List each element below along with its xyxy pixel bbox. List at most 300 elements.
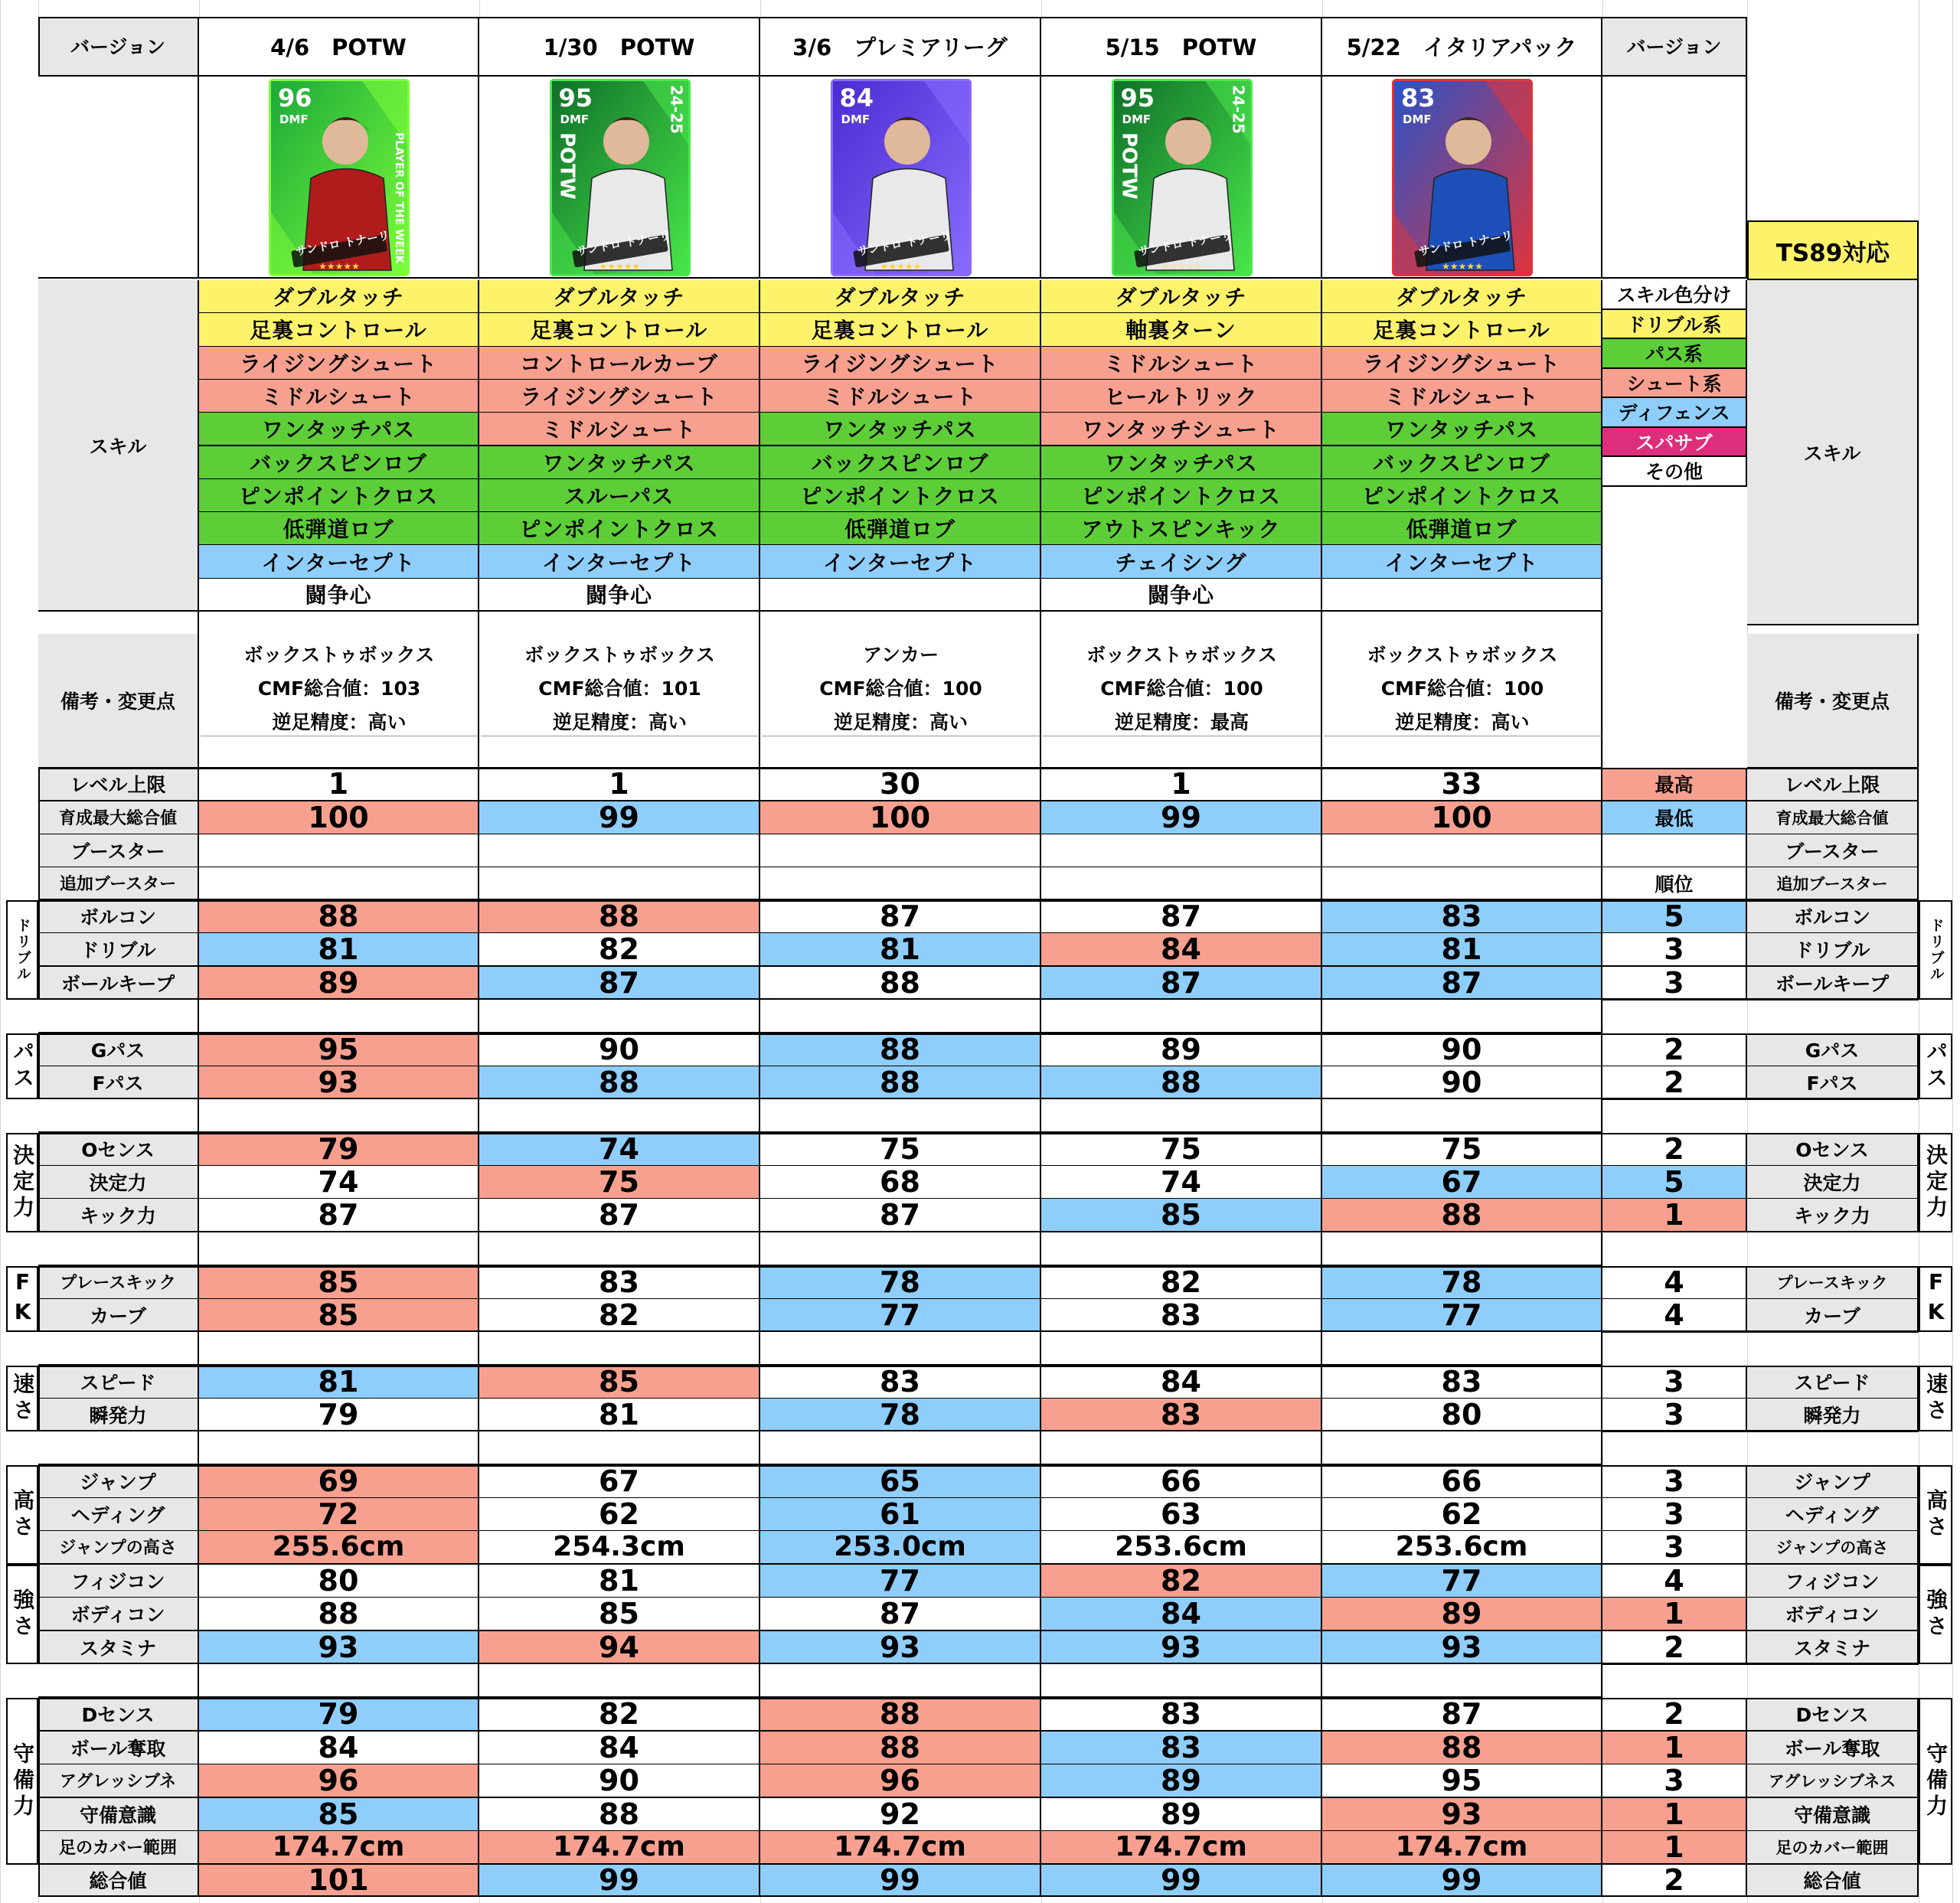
row-label-8: Gパス — [38, 1033, 199, 1067]
row-label-25: アグレッシブネ — [38, 1764, 199, 1798]
group-right-2 — [1919, 1033, 1952, 1099]
rank-10: 2 — [1602, 1133, 1747, 1167]
stat-2-5: 100 — [1322, 801, 1602, 835]
stat-22-5: 93 — [1322, 1631, 1602, 1665]
stat-17-5: 66 — [1322, 1465, 1602, 1499]
row-label-16: 瞬発力 — [38, 1399, 199, 1432]
stat-8-1: 95 — [199, 1033, 479, 1067]
skill-3-4: ミドルシュート — [760, 380, 1041, 413]
skill-legend-6: スパサブ — [1602, 428, 1747, 458]
group-label: 守備力 — [1923, 1742, 1949, 1820]
spacer-4-3 — [760, 1332, 1041, 1366]
note-2-2: CMF総合値：101 — [481, 672, 760, 703]
spacer-3-4 — [1041, 1232, 1322, 1266]
stat-9-5: 90 — [1322, 1066, 1602, 1100]
skill-4-6: ワンタッチパス — [1041, 446, 1322, 480]
stat-2-4: 99 — [1041, 801, 1322, 835]
stat-7-4: 87 — [1041, 967, 1322, 1000]
stat-27-2: 174.7cm — [479, 1831, 760, 1865]
stat-14-3: 77 — [760, 1299, 1041, 1333]
stat-6-1: 81 — [199, 933, 479, 967]
stat-25-3: 96 — [760, 1764, 1041, 1798]
stat-21-5: 89 — [1322, 1598, 1602, 1631]
row-label-15: スピード — [38, 1366, 199, 1399]
stat-11-2: 75 — [479, 1166, 760, 1200]
stat-7-3: 88 — [760, 967, 1041, 1000]
spacer-5-5 — [1322, 1431, 1602, 1465]
group-label: パス — [1923, 1040, 1949, 1092]
note-4-1: ボックストゥボックス — [1043, 638, 1322, 669]
stat-19-3: 253.0cm — [760, 1531, 1041, 1565]
card-position: DMF — [1122, 113, 1152, 126]
group-left-6 — [6, 1465, 38, 1565]
right-row-label-16: 瞬発力 — [1747, 1399, 1919, 1432]
row-label-14: カーブ — [38, 1299, 199, 1333]
stat-8-3: 88 — [760, 1033, 1041, 1067]
skill-3-2: 足裏コントロール — [760, 313, 1041, 347]
stat-28-2: 99 — [479, 1865, 760, 1897]
stat-3-4 — [1041, 834, 1322, 868]
rank-24: 1 — [1602, 1732, 1747, 1765]
stat-18-5: 62 — [1322, 1498, 1602, 1532]
skill-4-9: チェイシング — [1041, 545, 1322, 579]
stat-19-1: 255.6cm — [199, 1531, 479, 1565]
skill-3-1: ダブルタッチ — [760, 280, 1041, 314]
card-stars: ★★★★★ — [599, 261, 641, 272]
stat-8-5: 90 — [1322, 1033, 1602, 1067]
stat-4-4 — [1041, 867, 1322, 901]
stat-14-4: 83 — [1041, 1299, 1322, 1333]
rank-6: 3 — [1602, 933, 1747, 967]
stat-4-2 — [479, 867, 760, 901]
spacer-label-1 — [38, 1000, 199, 1033]
ts89-badge: TS89対応 — [1747, 220, 1919, 280]
group-left-3 — [6, 1133, 38, 1232]
rank-27: 1 — [1602, 1831, 1747, 1865]
stat-16-2: 81 — [479, 1399, 760, 1432]
stat-7-2: 87 — [479, 967, 760, 1000]
skill-5-10 — [1322, 579, 1602, 612]
stat-15-3: 83 — [760, 1366, 1041, 1399]
stat-20-1: 80 — [199, 1565, 479, 1598]
right-notes-label: 備考・変更点 — [1747, 634, 1919, 769]
rank-22: 2 — [1602, 1631, 1747, 1665]
rank-13: 4 — [1602, 1266, 1747, 1300]
row-label-7: ボールキープ — [38, 967, 199, 1000]
skill-3-10 — [760, 579, 1041, 612]
right-row-label-4: 追加ブースター — [1747, 867, 1919, 901]
player-card-4[interactable] — [1112, 79, 1253, 276]
skill-4-1: ダブルタッチ — [1041, 280, 1322, 314]
right-row-label-27: 足のカバー範囲 — [1747, 1831, 1919, 1865]
stat-24-3: 88 — [760, 1732, 1041, 1765]
row-label-13: プレースキック — [38, 1266, 199, 1300]
stat-10-1: 79 — [199, 1133, 479, 1167]
card-rating: 95 — [558, 83, 593, 113]
group-right-7 — [1919, 1565, 1952, 1664]
stat-6-4: 84 — [1041, 933, 1322, 967]
rank-5: 5 — [1602, 900, 1747, 934]
spacer-2-5 — [1322, 1099, 1602, 1133]
stat-5-2: 88 — [479, 900, 760, 934]
group-label: 強さ — [1923, 1588, 1949, 1640]
stat-2-1: 100 — [199, 801, 479, 835]
stat-3-2 — [479, 834, 760, 868]
stat-12-5: 88 — [1322, 1199, 1602, 1232]
stat-1-4: 1 — [1041, 768, 1322, 801]
spacer-6-3 — [760, 1664, 1041, 1698]
stat-7-1: 89 — [199, 967, 479, 1000]
spacer-4-1 — [199, 1332, 479, 1366]
card-player-name: サンドロ トナーリ — [294, 228, 391, 259]
stat-16-1: 79 — [199, 1399, 479, 1432]
skill-2-9: インターセプト — [479, 545, 760, 579]
row-label-20: フィジコン — [38, 1565, 199, 1598]
stat-1-1: 1 — [199, 768, 479, 801]
stat-3-3 — [760, 834, 1041, 868]
card-stars: ★★★★★ — [318, 261, 360, 272]
skill-4-7: ピンポイントクロス — [1041, 479, 1322, 513]
stat-10-2: 74 — [479, 1133, 760, 1167]
skill-3-7: ピンポイントクロス — [760, 479, 1041, 513]
group-right-1 — [1919, 900, 1952, 1000]
stat-13-2: 83 — [479, 1266, 760, 1300]
spacer-3-2 — [479, 1232, 760, 1266]
stat-15-1: 81 — [199, 1366, 479, 1399]
row-label-18: ヘディング — [38, 1498, 199, 1532]
card-label-cell — [38, 77, 199, 279]
group-right-4 — [1919, 1266, 1952, 1332]
stat-5-3: 87 — [760, 900, 1041, 934]
stat-14-2: 82 — [479, 1299, 760, 1333]
stat-4-5 — [1322, 867, 1602, 901]
rank-12: 1 — [1602, 1199, 1747, 1232]
stat-12-1: 87 — [199, 1199, 479, 1232]
row-label-24: ボール奪取 — [38, 1732, 199, 1765]
stat-6-2: 82 — [479, 933, 760, 967]
card-rating: 95 — [1120, 83, 1155, 113]
stat-27-3: 174.7cm — [760, 1831, 1041, 1865]
group-label: 速さ — [1923, 1373, 1949, 1425]
rank-2: 最低 — [1602, 801, 1747, 835]
stat-28-1: 101 — [199, 1865, 479, 1897]
skill-legend-4: シュート系 — [1602, 369, 1747, 399]
stat-13-1: 85 — [199, 1266, 479, 1300]
spacer-3-3 — [760, 1232, 1041, 1266]
right-row-label-12: キック力 — [1747, 1199, 1919, 1232]
right-row-label-23: Dセンス — [1747, 1698, 1919, 1732]
spacer-4-2 — [479, 1332, 760, 1366]
row-label-21: ボディコン — [38, 1598, 199, 1631]
skill-5-7: ピンポイントクロス — [1322, 479, 1602, 513]
card-right-cell — [1602, 77, 1747, 279]
spacer-6-2 — [479, 1664, 760, 1698]
group-left-1 — [6, 900, 38, 1000]
right-row-label-26: 守備意識 — [1747, 1798, 1919, 1832]
stat-19-5: 253.6cm — [1322, 1531, 1602, 1565]
skill-1-1: ダブルタッチ — [199, 280, 479, 314]
stat-1-3: 30 — [760, 768, 1041, 801]
stat-26-4: 89 — [1041, 1798, 1322, 1832]
card-rating: 84 — [839, 83, 874, 113]
stat-24-4: 83 — [1041, 1732, 1322, 1765]
skill-5-4: ミドルシュート — [1322, 380, 1602, 413]
stat-23-2: 82 — [479, 1698, 760, 1732]
note-2-1: ボックストゥボックス — [481, 638, 760, 669]
stat-26-2: 88 — [479, 1798, 760, 1832]
skill-2-4: ライジングシュート — [479, 380, 760, 413]
stat-13-5: 78 — [1322, 1266, 1602, 1300]
rank-19: 3 — [1602, 1531, 1747, 1565]
stat-11-3: 68 — [760, 1166, 1041, 1200]
stat-9-1: 93 — [199, 1066, 479, 1100]
stat-1-2: 1 — [479, 768, 760, 801]
card-player-name: サンドロ トナーリ — [855, 228, 952, 259]
card-position: DMF — [279, 113, 309, 126]
stat-20-4: 82 — [1041, 1565, 1322, 1598]
right-row-label-6: ドリブル — [1747, 933, 1919, 967]
rank-23: 2 — [1602, 1698, 1747, 1732]
card-tag: POTW — [555, 132, 579, 200]
stat-21-1: 88 — [199, 1598, 479, 1631]
stat-22-4: 93 — [1041, 1631, 1322, 1665]
note-3-2: CMF総合値：100 — [762, 672, 1041, 703]
stat-3-5 — [1322, 834, 1602, 868]
skill-3-3: ライジングシュート — [760, 347, 1041, 380]
rank-25: 3 — [1602, 1764, 1747, 1798]
player-card-1[interactable] — [269, 79, 410, 276]
stat-9-4: 88 — [1041, 1066, 1322, 1100]
card-tag: POTW — [1117, 132, 1141, 200]
version-1: 4/6 POTW — [199, 17, 479, 77]
stat-6-5: 81 — [1322, 933, 1602, 967]
skill-legend-5: ディフェンス — [1602, 398, 1747, 428]
stat-20-3: 77 — [760, 1565, 1041, 1598]
skill-3-6: バックスピンロブ — [760, 446, 1041, 480]
stat-12-4: 85 — [1041, 1199, 1322, 1232]
note-4-2: CMF総合値：100 — [1043, 672, 1322, 703]
stat-10-4: 75 — [1041, 1133, 1322, 1167]
stat-26-1: 85 — [199, 1798, 479, 1832]
rank-26: 1 — [1602, 1798, 1747, 1832]
stat-8-4: 89 — [1041, 1033, 1322, 1067]
group-label: 速さ — [10, 1373, 36, 1425]
skill-legend-7: その他 — [1602, 457, 1747, 487]
player-card-2[interactable] — [550, 79, 691, 276]
card-position: DMF — [1403, 113, 1432, 126]
group-label: 強さ — [10, 1588, 36, 1640]
skill-5-5: ワンタッチパス — [1322, 413, 1602, 446]
skills-label: スキル — [38, 280, 199, 612]
stat-26-5: 93 — [1322, 1798, 1602, 1832]
right-row-label-19: ジャンプの高さ — [1747, 1531, 1919, 1565]
stat-21-2: 85 — [479, 1598, 760, 1631]
stat-18-4: 63 — [1041, 1498, 1322, 1532]
note-1-3: 逆足精度：高い — [201, 706, 479, 736]
stat-8-2: 90 — [479, 1033, 760, 1067]
stat-23-4: 83 — [1041, 1698, 1322, 1732]
stat-24-1: 84 — [199, 1732, 479, 1765]
stat-18-1: 72 — [199, 1498, 479, 1532]
spacer-label-4 — [38, 1332, 199, 1366]
card-player-name: サンドロ トナーリ — [574, 228, 671, 259]
stat-28-3: 99 — [760, 1865, 1041, 1897]
row-label-2: 育成最大総合値 — [38, 801, 199, 835]
row-label-27: 足のカバー範囲 — [38, 1831, 199, 1865]
stat-7-5: 87 — [1322, 967, 1602, 1000]
right-row-label-24: ボール奪取 — [1747, 1732, 1919, 1765]
card-rating: 96 — [278, 83, 312, 113]
spacer-6-4 — [1041, 1664, 1322, 1698]
rank-4: 順位 — [1602, 867, 1747, 901]
rank-14: 4 — [1602, 1299, 1747, 1333]
row-label-22: スタミナ — [38, 1631, 199, 1665]
skill-1-5: ワンタッチパス — [199, 413, 479, 446]
spacer-4-5 — [1322, 1332, 1602, 1366]
note-5-3: 逆足精度：高い — [1324, 706, 1602, 736]
row-label-12: キック力 — [38, 1199, 199, 1232]
skill-4-5: ワンタッチシュート — [1041, 413, 1322, 446]
version-header: バージョン — [38, 17, 199, 77]
spacer-label-3 — [38, 1232, 199, 1266]
stat-15-5: 83 — [1322, 1366, 1602, 1399]
spacer-6-1 — [199, 1664, 479, 1698]
notes-label: 備考・変更点 — [38, 634, 199, 769]
card-rating: 83 — [1401, 83, 1436, 113]
group-left-8 — [6, 1698, 38, 1865]
stat-17-4: 66 — [1041, 1465, 1322, 1499]
stat-21-4: 84 — [1041, 1598, 1322, 1631]
right-row-label-5: ボルコン — [1747, 900, 1919, 934]
stat-23-3: 88 — [760, 1698, 1041, 1732]
skill-5-2: 足裏コントロール — [1322, 313, 1602, 347]
row-label-3: ブースター — [38, 834, 199, 868]
stat-12-2: 87 — [479, 1199, 760, 1232]
group-right-3 — [1919, 1133, 1952, 1232]
skill-2-5: ミドルシュート — [479, 413, 760, 446]
row-label-23: Dセンス — [38, 1698, 199, 1732]
spacer-label-5 — [38, 1431, 199, 1465]
right-row-label-10: Oセンス — [1747, 1133, 1919, 1167]
right-row-label-22: スタミナ — [1747, 1631, 1919, 1665]
card-tag: PLAYER OF THE WEEK — [393, 132, 405, 264]
stat-13-3: 78 — [760, 1266, 1041, 1300]
right-version-header: バージョン — [1602, 17, 1747, 77]
spacer-2-2 — [479, 1099, 760, 1133]
skill-1-2: 足裏コントロール — [199, 313, 479, 347]
rank-7: 3 — [1602, 967, 1747, 1000]
right-row-label-2: 育成最大総合値 — [1747, 801, 1919, 835]
stat-21-3: 87 — [760, 1598, 1041, 1631]
skill-5-8: 低弾道ロブ — [1322, 512, 1602, 546]
stat-17-3: 65 — [760, 1465, 1041, 1499]
skill-3-9: インターセプト — [760, 545, 1041, 579]
rank-18: 3 — [1602, 1498, 1747, 1532]
group-label: FK — [10, 1269, 36, 1329]
group-label: 高さ — [1923, 1489, 1949, 1541]
skill-1-3: ライジングシュート — [199, 347, 479, 380]
group-left-4 — [6, 1266, 38, 1332]
stat-4-1 — [199, 867, 479, 901]
row-label-11: 決定力 — [38, 1166, 199, 1200]
note-3-3: 逆足精度：高い — [762, 706, 1041, 736]
spacer-3-1 — [199, 1232, 479, 1266]
spacer-label-6 — [38, 1664, 199, 1698]
right-row-label-20: フィジコン — [1747, 1565, 1919, 1598]
rank-17: 3 — [1602, 1465, 1747, 1499]
stat-25-2: 90 — [479, 1764, 760, 1798]
stat-22-2: 94 — [479, 1631, 760, 1665]
group-label: 高さ — [10, 1489, 36, 1541]
spacer-label-2 — [38, 1099, 199, 1133]
spacer-1-3 — [760, 1000, 1041, 1033]
rank-21: 1 — [1602, 1598, 1747, 1631]
row-label-5: ボルコン — [38, 900, 199, 934]
skill-3-8: 低弾道ロブ — [760, 512, 1041, 546]
card-season: 24-25 — [1229, 85, 1248, 134]
group-label: ドリブル — [1927, 918, 1945, 982]
stat-11-4: 74 — [1041, 1166, 1322, 1200]
stat-5-1: 88 — [199, 900, 479, 934]
stat-18-2: 62 — [479, 1498, 760, 1532]
right-row-label-13: プレースキック — [1747, 1266, 1919, 1300]
skill-5-3: ライジングシュート — [1322, 347, 1602, 380]
group-right-6 — [1919, 1465, 1952, 1565]
player-card-3[interactable] — [831, 79, 972, 276]
skill-1-9: インターセプト — [199, 545, 479, 579]
right-row-label-14: カーブ — [1747, 1299, 1919, 1333]
stat-2-2: 99 — [479, 801, 760, 835]
skill-5-9: インターセプト — [1322, 545, 1602, 579]
stat-6-3: 81 — [760, 933, 1041, 967]
skill-2-3: コントロールカーブ — [479, 347, 760, 380]
spacer-4-4 — [1041, 1332, 1322, 1366]
skill-2-2: 足裏コントロール — [479, 313, 760, 347]
note-2-3: 逆足精度：高い — [481, 706, 760, 736]
group-right-5 — [1919, 1366, 1952, 1431]
stat-9-3: 88 — [760, 1066, 1041, 1100]
card-stars: ★★★★★ — [880, 261, 922, 272]
skill-1-10: 闘争心 — [199, 579, 479, 612]
version-4: 5/15 POTW — [1041, 17, 1322, 77]
note-1-2: CMF総合値：103 — [201, 672, 479, 703]
spacer-1-5 — [1322, 1000, 1602, 1033]
card-player-name: サンドロ トナーリ — [1417, 228, 1514, 259]
player-card-5[interactable] — [1392, 79, 1533, 276]
stat-19-4: 253.6cm — [1041, 1531, 1322, 1565]
skill-1-8: 低弾道ロブ — [199, 512, 479, 546]
stat-15-4: 84 — [1041, 1366, 1322, 1399]
stat-3-1 — [199, 834, 479, 868]
rank-16: 3 — [1602, 1399, 1747, 1432]
stat-22-3: 93 — [760, 1631, 1041, 1665]
note-3-1: アンカー — [762, 638, 1041, 669]
stat-19-2: 254.3cm — [479, 1531, 760, 1565]
stat-28-4: 99 — [1041, 1865, 1322, 1897]
skill-legend-1: スキル色分け — [1602, 280, 1747, 310]
skill-4-2: 軸裏ターン — [1041, 313, 1322, 347]
group-left-7 — [6, 1565, 38, 1664]
right-row-label-21: ボディコン — [1747, 1598, 1919, 1631]
version-2: 1/30 POTW — [479, 17, 760, 77]
spacer-2-4 — [1041, 1099, 1322, 1133]
stat-23-1: 79 — [199, 1698, 479, 1732]
stat-9-2: 88 — [479, 1066, 760, 1100]
right-row-label-15: スピード — [1747, 1366, 1919, 1399]
row-label-19: ジャンプの高さ — [38, 1531, 199, 1565]
group-left-2 — [6, 1033, 38, 1099]
version-3: 3/6 プレミアリーグ — [760, 17, 1041, 77]
